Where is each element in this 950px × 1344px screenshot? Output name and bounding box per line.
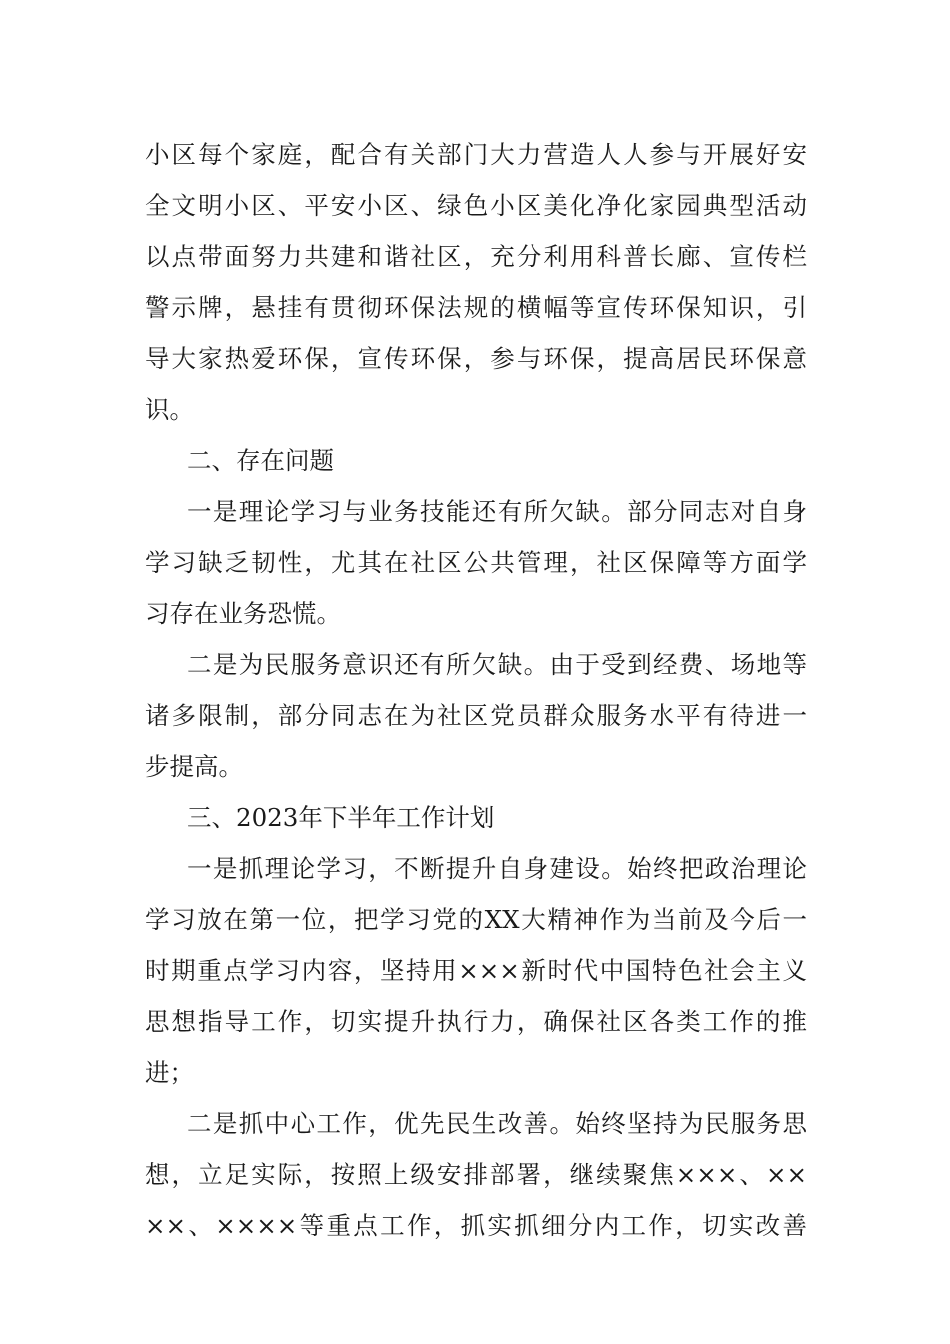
text-line: 想，立足实际，按照上级安排部署，继续聚焦×××、××	[145, 1160, 807, 1189]
text-line: 二是为民服务意识还有所欠缺。由于受到经费、场地等	[187, 650, 807, 679]
text-line: 警示牌，悬挂有贯彻环保法规的横幅等宣传环保知识，引	[145, 293, 807, 322]
text-line: 诸多限制，部分同志在为社区党员群众服务水平有待进一	[145, 701, 807, 730]
text-line: ××、××××等重点工作，抓实抓细分内工作，切实改善	[145, 1211, 807, 1240]
text-line: 小区每个家庭，配合有关部门大力营造人人参与开展好安	[145, 140, 807, 169]
text-line: 学习放在第一位，把学习党的XX大精神作为当前及今后一	[145, 905, 807, 934]
text-line: 一是理论学习与业务技能还有所欠缺。部分同志对自身	[187, 497, 807, 526]
text-line: 一是抓理论学习，不断提升自身建设。始终把政治理论	[187, 854, 807, 883]
text-line: 导大家热爱环保，宣传环保，参与环保，提高居民环保意	[145, 344, 807, 373]
text-line: 二是抓中心工作，优先民生改善。始终坚持为民服务思	[187, 1109, 807, 1138]
text-line: 进；	[145, 1058, 194, 1087]
text-line: 时期重点学习内容，坚持用×××新时代中国特色社会主义	[145, 956, 807, 985]
text-line: 学习缺乏韧性，尤其在社区公共管理，社区保障等方面学	[145, 548, 807, 577]
section-heading: 三、2023年下半年工作计划	[187, 803, 495, 832]
section-heading: 二、存在问题	[187, 446, 334, 475]
text-line: 步提高。	[145, 752, 243, 781]
text-line: 全文明小区、平安小区、绿色小区美化净化家园典型活动	[145, 191, 807, 220]
text-line: 以点带面努力共建和谐社区，充分利用科普长廊、宣传栏	[145, 242, 807, 271]
text-line: 识。	[145, 395, 194, 424]
text-line: 习存在业务恐慌。	[145, 599, 341, 628]
document-body	[145, 129, 807, 1251]
text-line: 思想指导工作，切实提升执行力，确保社区各类工作的推	[145, 1007, 807, 1036]
